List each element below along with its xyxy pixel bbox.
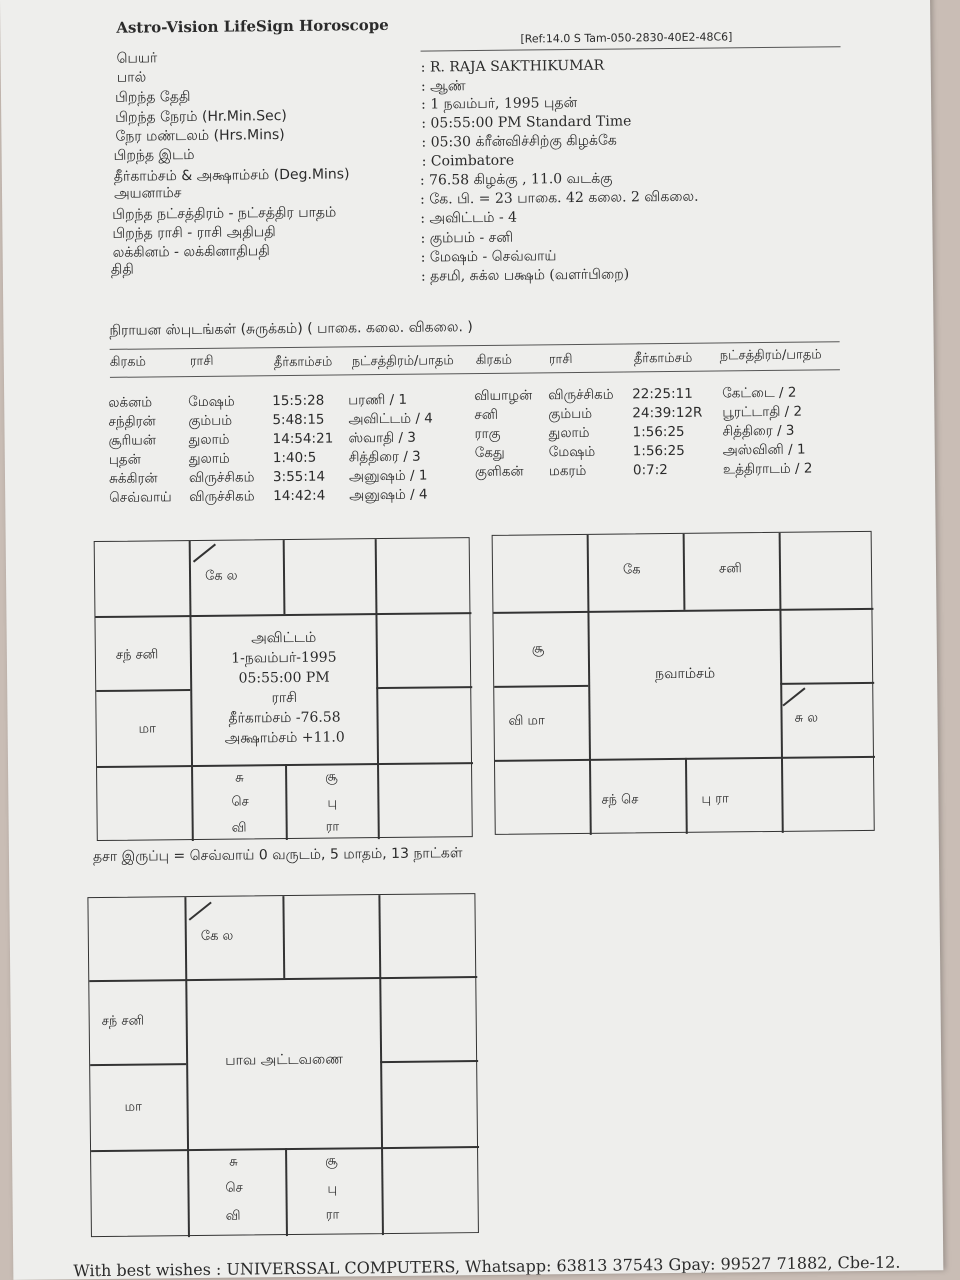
table-cell: விருச்சிகம் — [189, 488, 255, 506]
col-header-rasi: ராசி — [189, 353, 214, 370]
col-header-star: நட்சத்திரம்/பாதம் — [351, 353, 454, 370]
value-thithi: : தசமி, சுக்ல பக்ஷம் (வளர்பிறை) — [420, 266, 630, 285]
table-cell: கேது — [474, 444, 505, 462]
table-cell: அனுஷம் / 4 — [349, 486, 428, 504]
table-cell: கேட்டை / 2 — [722, 384, 797, 402]
table-cell: 14:42:4 — [273, 487, 326, 505]
navamsam-house-11: சூ — [531, 641, 545, 657]
table-cell: 1:56:25 — [632, 442, 685, 460]
bhava-chart-title: பாவ அட்டவணை — [225, 1051, 344, 1069]
dasa-balance: தசா இருப்பு = செவ்வாய் 0 வருடம், 5 மாதம், 13 நாட்கள் — [92, 845, 463, 866]
table-cell: அனுஷம் / 1 — [348, 467, 428, 485]
divider — [421, 46, 841, 51]
navamsam-house-1: சனி — [718, 561, 742, 577]
rasi-house-6-line3: ரா — [325, 819, 340, 835]
table-cell: 1:56:25 — [632, 423, 685, 441]
table-cell: ஸ்வாதி / 3 — [348, 429, 416, 447]
table-cell: ராகு — [474, 425, 501, 443]
label-birth-rasi: பிறந்த ராசி - ராசி அதிபதி — [112, 224, 276, 242]
planet-table-title: நிராயன ஸ்புடங்கள் (சுருக்கம்) ( பாகை. கலை. விகலை. ) — [109, 319, 473, 339]
navamsam-house-10: வி மா — [508, 713, 545, 729]
rasi-house-6-line1: சூ — [325, 769, 338, 785]
table-cell: சூரியன் — [108, 432, 157, 449]
label-time-zone: நேர மண்டலம் (Hrs.Mins) — [115, 127, 285, 145]
value-gender: : ஆண் — [420, 78, 466, 95]
bhava-house-12: கே ல — [200, 928, 234, 944]
table-cell: துலாம் — [548, 424, 590, 442]
value-birth-star: : அவிட்டம் - 4 — [420, 209, 518, 227]
table-cell: 24:39:12R — [632, 404, 703, 422]
value-birth-date: : 1 நவம்பர், 1995 புதன் — [421, 94, 578, 113]
rasi-house-10: மா — [138, 721, 156, 737]
document-title: Astro-Vision LifeSign Horoscope — [116, 15, 389, 37]
label-ayanamsa: அயனாம்ச — [113, 185, 182, 202]
col-header-planet: கிரகம் — [109, 354, 147, 370]
table-cell: கும்பம் — [548, 405, 593, 423]
table-cell: 1:40:5 — [272, 449, 317, 467]
table-cell: 3:55:14 — [272, 468, 326, 486]
bhava-house-7-line1: சு — [229, 1154, 238, 1170]
bhava-chart — [87, 893, 479, 1237]
bhava-house-6-line1: சூ — [325, 1153, 338, 1169]
label-birth-time: பிறந்த நேரம் (Hr.Min.Sec) — [115, 108, 287, 126]
label-birth-place: பிறந்த இடம் — [113, 146, 195, 164]
value-birth-place: : Coimbatore — [421, 152, 515, 170]
table-cell: அவிட்டம் / 4 — [348, 410, 433, 428]
navamsam-house-8: சந் செ — [601, 792, 639, 808]
table-cell: 5:48:15 — [272, 411, 325, 429]
navamsam-house-4: சு ல — [794, 710, 819, 726]
rasi-chart-center — [192, 627, 377, 749]
navamsam-chart — [492, 531, 875, 835]
label-longitude-latitude: தீர்காம்சம் & அக்ஷாம்சம் (Deg.Mins) — [113, 166, 350, 185]
bhava-house-10: மா — [124, 1099, 142, 1115]
col-header-star-2: நட்சத்திரம்/பாதம் — [719, 347, 822, 364]
footer-credit: With best wishes : UNIVERSSAL COMPUTERS, Whatsapp: 63813 37543 Gpay: 99527 71882, Cbe-12. — [73, 1252, 901, 1280]
table-cell: 22:25:11 — [632, 385, 693, 403]
rasi-center-title: ராசி — [271, 689, 298, 707]
table-header-rule — [110, 369, 840, 378]
navamsam-house-7: பு ரா — [701, 791, 729, 807]
col-header-longitude: தீர்காம்சம் — [273, 354, 333, 371]
table-cell: சனி — [474, 406, 499, 424]
value-lagnam: : மேஷம் - செவ்வாய் — [420, 248, 557, 266]
value-birth-time: : 05:55:00 PM Standard Time — [421, 113, 632, 132]
table-cell: சந்திரன் — [108, 413, 156, 430]
label-name: பெயர் — [116, 50, 158, 67]
value-name: : R. RAJA SAKTHIKUMAR — [420, 57, 605, 76]
table-cell: சித்திரை / 3 — [348, 448, 421, 466]
table-cell: துலாம் — [188, 450, 230, 468]
reference-code: [Ref:14.0 S Tam-050-2830-40E2-48C6] — [520, 30, 733, 46]
value-longitude-latitude: : 76.58 கிழக்கு , 11.0 வடக்கு — [419, 170, 613, 189]
bhava-house-7-line2: செ — [225, 1180, 243, 1196]
bhava-house-7-line3: வி — [225, 1208, 241, 1224]
table-cell: வியாழன் — [474, 387, 533, 405]
rasi-center-time: 05:55:00 PM — [238, 669, 330, 687]
rasi-center-latitude: அக்ஷாம்சம் +11.0 — [224, 729, 345, 747]
label-gender: பால் — [116, 69, 147, 86]
table-cell: சித்திரை / 3 — [722, 422, 795, 440]
col-header-rasi-2: ராசி — [548, 352, 573, 368]
bhava-house-11: சந் சனி — [101, 1013, 145, 1029]
navamsam-house-12: கே — [622, 562, 641, 578]
navamsam-chart-title: நவாம்சம் — [655, 665, 716, 683]
value-birth-rasi: : கும்பம் - சனி — [420, 229, 514, 247]
table-cell: செவ்வாய் — [109, 489, 172, 506]
table-cell: விருச்சிகம் — [548, 386, 614, 404]
bhava-house-6-line2: பு — [327, 1181, 338, 1197]
table-cell: உத்திராடம் / 2 — [722, 460, 813, 478]
table-cell: மேஷம் — [548, 443, 596, 461]
label-birth-date: பிறந்த தேதி — [114, 89, 191, 106]
value-time-zone: : 05:30 க்ரீன்விச்சிற்கு கிழக்கே — [421, 132, 617, 151]
rasi-center-longitude: தீர்காம்சம் -76.58 — [228, 709, 341, 727]
rasi-house-7-line1: சு — [235, 770, 244, 786]
rasi-house-7-line3: வி — [231, 820, 247, 836]
col-header-planet-2: கிரகம் — [475, 352, 513, 369]
label-birth-star: பிறந்த நட்சத்திரம் - நட்சத்திர பாதம் — [112, 204, 337, 223]
table-cell: 15:5:28 — [272, 392, 325, 410]
table-cell: புதன் — [108, 451, 141, 468]
table-cell: சுக்கிரன் — [108, 470, 158, 487]
table-cell: துலாம் — [188, 431, 230, 449]
table-cell: பரணி / 1 — [348, 391, 408, 409]
value-ayanamsa: : கே. பி. = 23 பாகை. 42 கலை. 2 விகலை. — [420, 188, 699, 208]
table-cell: மேஷம் — [188, 393, 235, 411]
col-header-longitude-2: தீர்காம்சம் — [633, 350, 693, 367]
table-cell: கும்பம் — [188, 412, 233, 430]
table-cell: குளிகன் — [474, 463, 524, 481]
table-cell: 0:7:2 — [632, 462, 668, 479]
label-thithi: திதி — [110, 261, 134, 278]
table-cell: லக்னம் — [108, 394, 153, 411]
rasi-house-6-line2: பு — [327, 795, 338, 811]
table-cell: விருச்சிகம் — [188, 469, 255, 487]
rasi-chart — [94, 537, 473, 841]
table-cell: அஸ்வினி / 1 — [722, 441, 806, 459]
rasi-center-star: அவிட்டம் — [251, 629, 317, 647]
label-lagnam: லக்கினம் - லக்கினாதிபதி — [112, 243, 270, 261]
table-cell: மகரம் — [548, 462, 587, 480]
table-cell: 14:54:21 — [272, 430, 334, 448]
rasi-house-7-line2: செ — [231, 794, 249, 810]
rasi-house-12: கே ல — [204, 568, 238, 584]
table-cell: பூரட்டாதி / 2 — [722, 403, 803, 421]
rasi-center-date: 1-நவம்பர்-1995 — [231, 649, 337, 667]
bhava-house-6-line3: ரா — [325, 1207, 340, 1223]
rasi-house-11: சந் சனி — [115, 647, 159, 663]
